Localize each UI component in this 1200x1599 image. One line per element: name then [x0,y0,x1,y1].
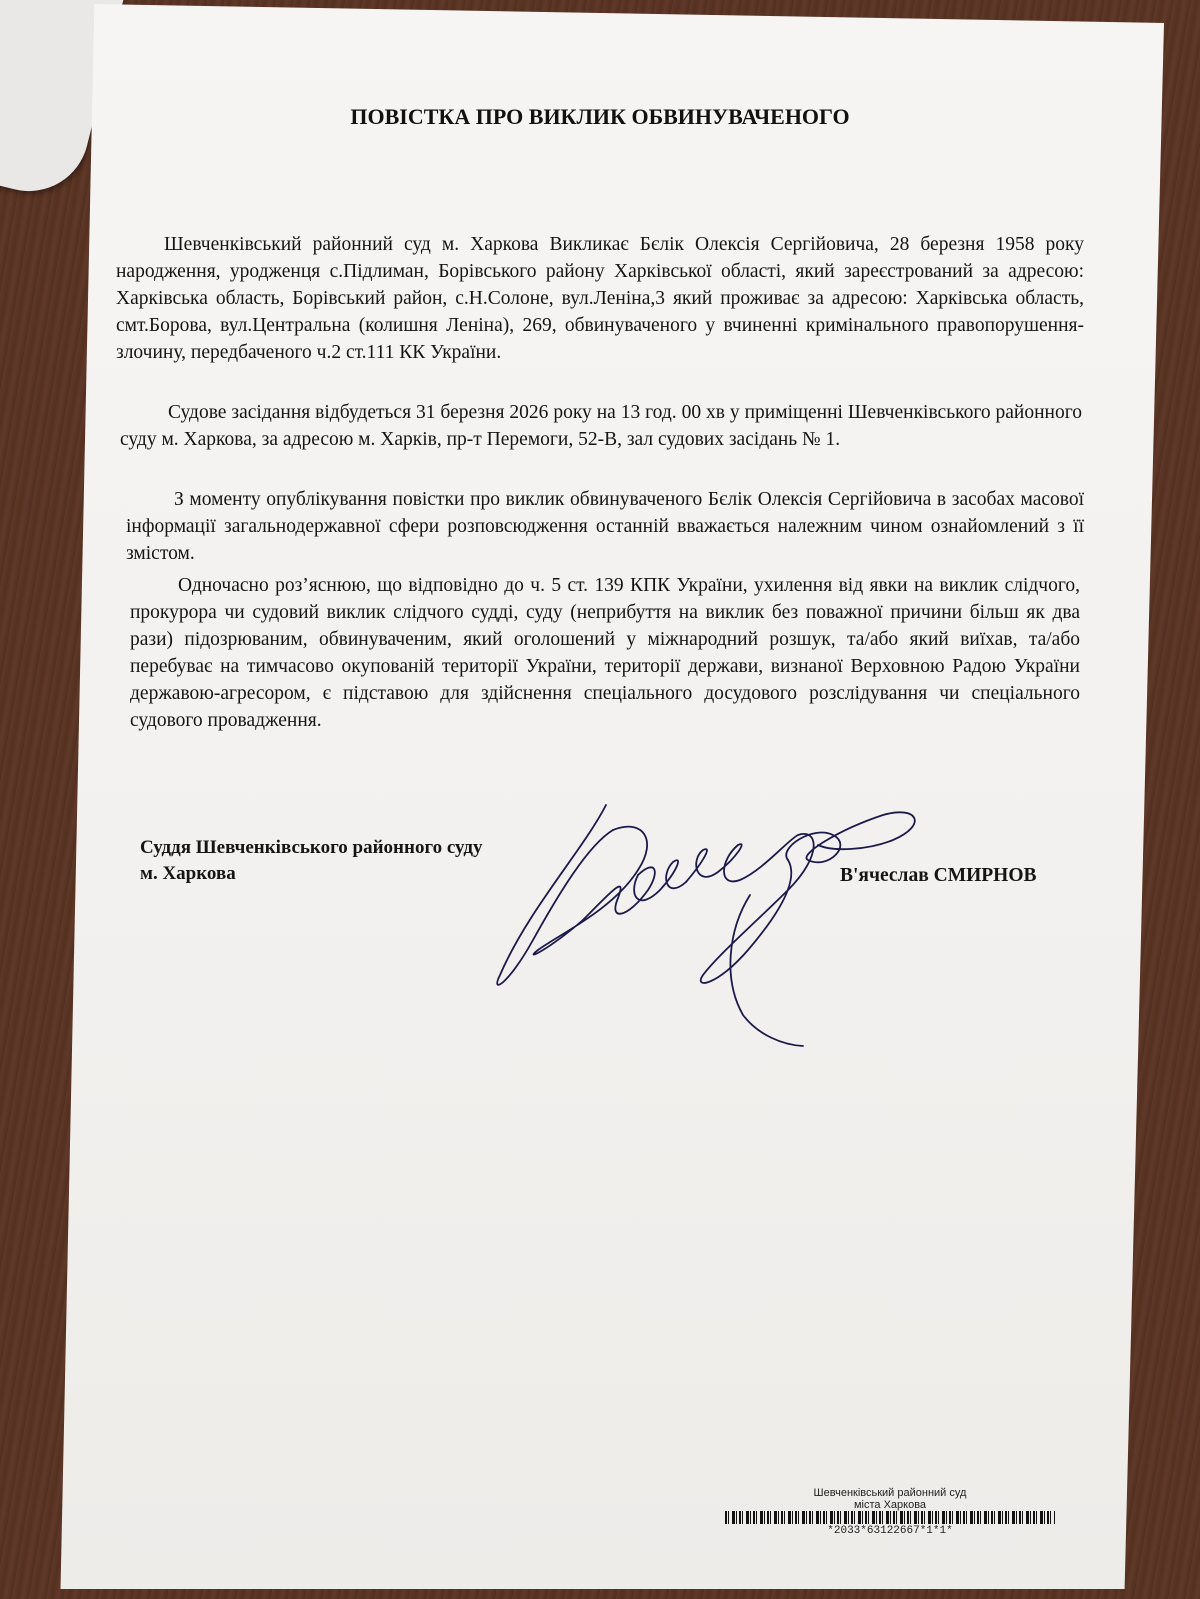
judge-name: В'ячеслав СМИРНОВ [840,865,1037,886]
court-stamp-line-1: Шевченківський районний суд [813,1487,967,1499]
judge-role [140,835,482,887]
paragraph-hearing: Судове засідання відбудеться 31 березня 2026 року на 13 год. 00 хв у приміщенні Шевченківського районного суду м. Харкова, за адресою м. Харків, пр-т Перемоги, 52-В, зал судових засідань № 1. [120,402,1082,450]
court-stamp-line-2: міста Харкова [853,1499,927,1511]
barcode-number: *2033*63122667*1*1* [827,1525,953,1537]
paragraph-summons: Шевченківський районний суд м. Харкова Викликає Бєлік Олексія Сергійовича, 28 березня 1958 року народження, уродженця с.Підлиман, Борівського району Харківської області, який зареєстрований за адресою: Харківська область, Борівський район, с.Н.Солоне, вул.Леніна,3 який проживає за адресою: Харківська область, смт.Борова, вул.Центральна (колишня Леніна), 269, обвинуваченого у вчиненні кримінального правопорушення-злочину, передбаченого ч.2 ст.111 КК України. [116,234,1084,363]
paragraph-explanation: Одночасно роз’яснюю, що відповідно до ч. 5 ст. 139 КПК України, ухилення від явки на виклик слідчого, прокурора чи судовий виклик слідчого судді, суду (неприбуття на виклик без поважної причини більш як два рази) підозрюваним, обвинуваченим, який оголошений у міжнародний розшук, та/або який виїхав, та/або перебуває на тимчасово окупованій території України, території держави, визнаної Верховною Радою України державою-агресором, є підставою для здійснення спеціального досудового розслідування чи спеціального судового провадження. [130,575,1080,731]
judge-role-line-2: м. Харкова [140,863,236,884]
judge-role-line-1: Суддя Шевченківського районного суду [140,837,483,858]
barcode [725,1511,1055,1524]
handwritten-signature [488,800,928,1050]
document-title: ПОВІСТКА ПРО ВИКЛИК ОБВИНУВАЧЕНОГО [350,104,850,129]
court-stamp-label [780,1487,1000,1511]
paragraph-publication: З моменту опублікування повістки про виклик обвинуваченого Бєлік Олексія Сергійовича в засобах масової інформації загальнодержавної сфери розповсюдження останній вважається належним чином ознайомлений з її змістом. [126,489,1084,564]
